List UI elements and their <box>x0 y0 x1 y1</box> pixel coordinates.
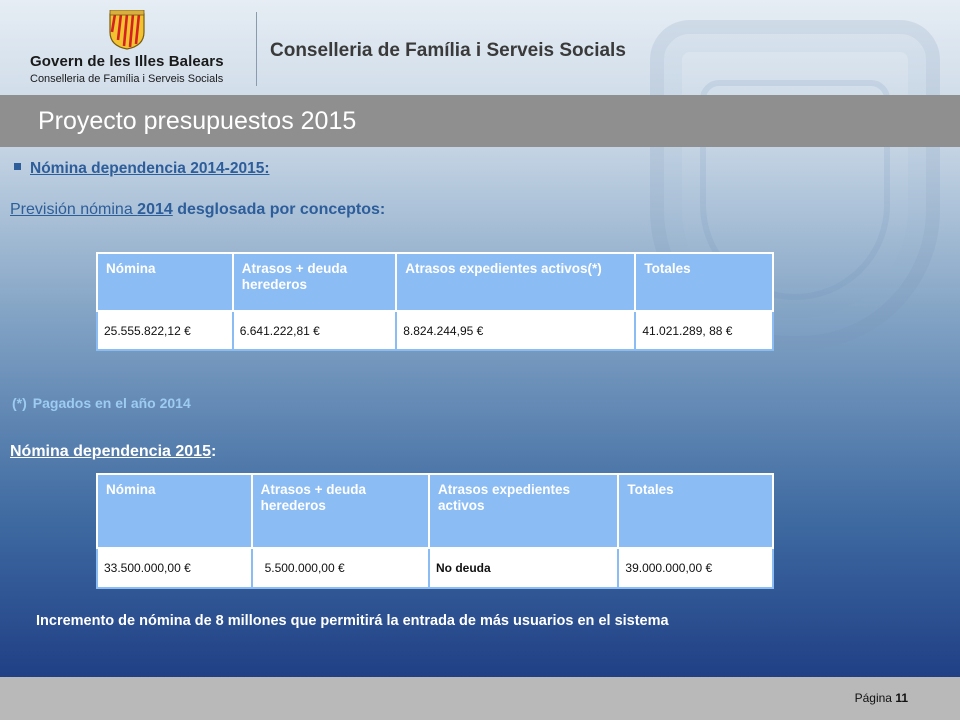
department-title: Conselleria de Família i Serveis Socials <box>270 40 626 61</box>
org-subtitle: Conselleria de Família i Serveis Socials <box>30 73 224 85</box>
forecast-2014-year: 2014 <box>137 201 173 218</box>
page-number-value: 11 <box>895 691 908 705</box>
table-cell: 5.500.000,00 € <box>252 548 429 588</box>
header-divider <box>256 12 257 86</box>
table-header-cell: Atrasos + deuda herederos <box>252 474 429 548</box>
header <box>0 0 960 95</box>
payroll-2015-heading-text: Nómina dependencia 2015 <box>10 443 211 460</box>
section-heading-text: Nómina dependencia 2014-2015: <box>30 160 270 177</box>
table-cell: 25.555.822,12 € <box>97 311 233 350</box>
table-header-row <box>97 474 773 548</box>
title-bar <box>0 95 960 147</box>
page-label: Página <box>854 691 892 705</box>
footnote <box>12 395 191 411</box>
table-header-cell: Atrasos expedientes activos <box>429 474 618 548</box>
payroll-2014-table <box>96 252 774 351</box>
forecast-2014-part2: desglosada por conceptos: <box>172 201 386 218</box>
conclusion-text: Incremento de nómina de 8 millones que permitirá la entrada de más usuarios en el sistema <box>36 613 669 629</box>
table-cell: 6.641.222,81 € <box>233 311 397 350</box>
footnote-text: Pagados en el año 2014 <box>32 395 191 411</box>
page-number <box>855 691 908 705</box>
slide-title: Proyecto presupuestos 2015 <box>38 107 357 135</box>
table-header-row <box>97 253 773 311</box>
payroll-2015-heading <box>10 443 216 461</box>
footnote-mark: (*) <box>12 395 27 411</box>
table-header-cell: Atrasos + deuda herederos <box>233 253 397 311</box>
square-bullet-icon <box>14 163 21 170</box>
table-row <box>97 311 773 350</box>
coat-of-arms-icon <box>106 10 148 50</box>
table-header-cell: Nómina <box>97 253 233 311</box>
table-header-cell: Atrasos expedientes activos(*) <box>396 253 635 311</box>
table-cell: 33.500.000,00 € <box>97 548 252 588</box>
table-header-cell: Nómina <box>97 474 252 548</box>
table-row <box>97 548 773 588</box>
table-cell: 41.021.289, 88 € <box>635 311 773 350</box>
table-header-cell: Totales <box>635 253 773 311</box>
table-cell: 8.824.244,95 € <box>396 311 635 350</box>
payroll-2015-table <box>96 473 774 589</box>
forecast-2014-line <box>10 201 385 219</box>
forecast-2014-part1: Previsión nómina <box>10 201 138 218</box>
footer-bar <box>0 677 960 720</box>
table-header-cell: Totales <box>618 474 773 548</box>
table-cell: No deuda <box>429 548 618 588</box>
org-name: Govern de les Illes Balears <box>30 53 224 70</box>
table-cell: 39.000.000,00 € <box>618 548 773 588</box>
payroll-2015-heading-suffix: : <box>210 443 217 460</box>
section-heading <box>14 160 270 178</box>
